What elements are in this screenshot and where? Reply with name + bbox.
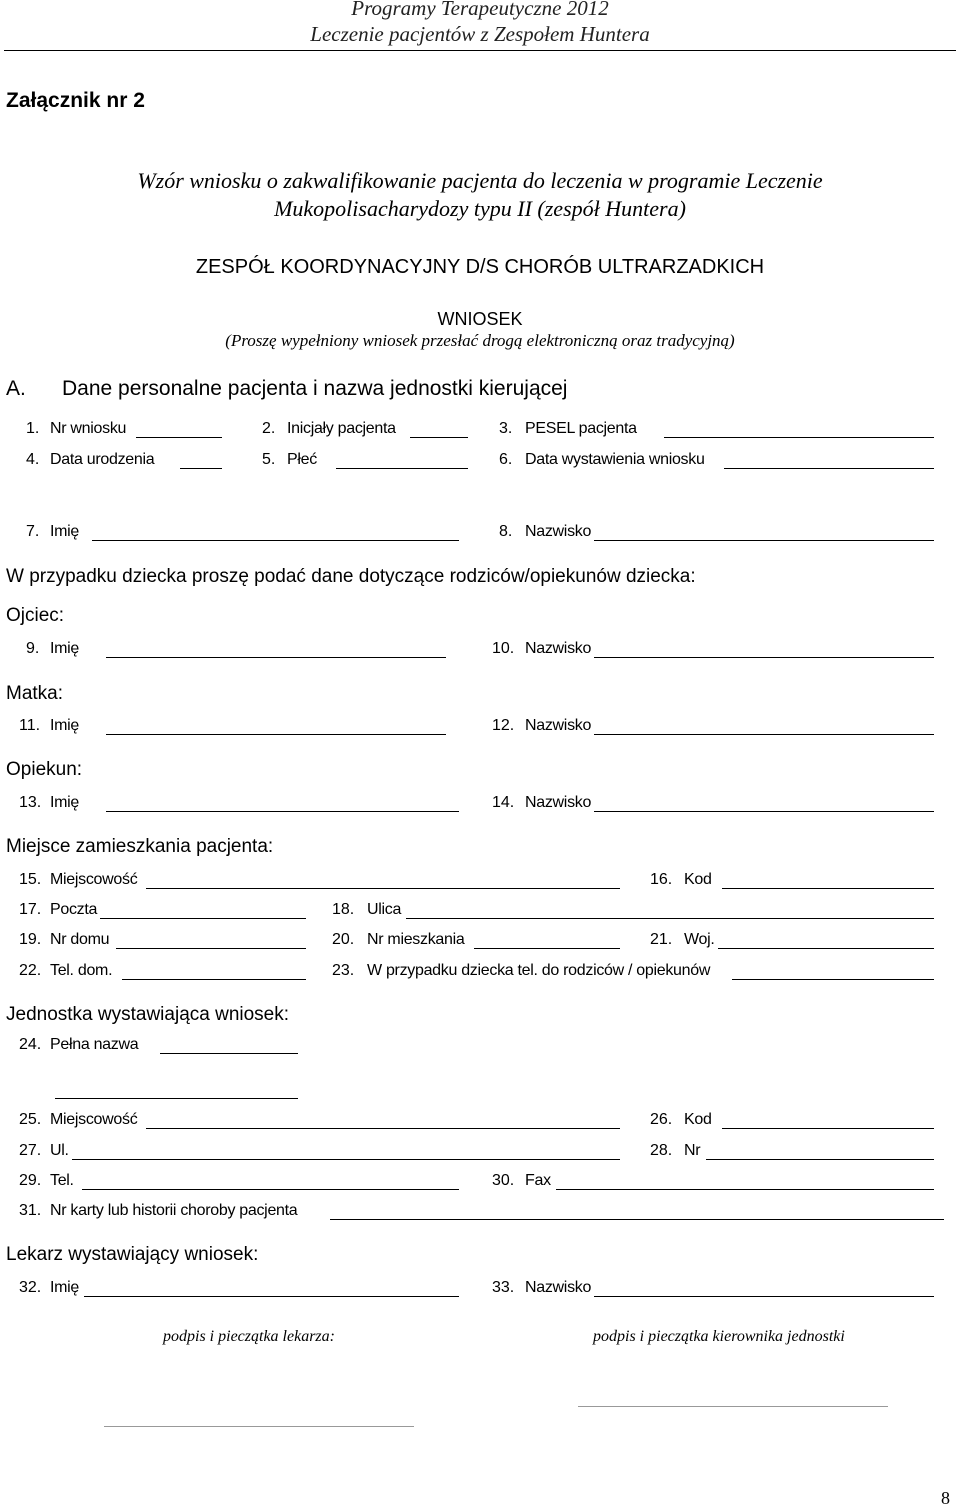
- field-number: 4.: [26, 451, 40, 468]
- form-title-line1: Wzór wniosku o zakwalifikowanie pacjenta do leczenia w programie Leczenie: [137, 168, 823, 193]
- field-number: 27.: [19, 1142, 42, 1159]
- field-number: 16.: [650, 871, 673, 888]
- field-label-unit-street: Ul.: [50, 1142, 69, 1159]
- field-label-birth-date: Data urodzenia: [50, 451, 155, 468]
- mother-first-name-field[interactable]: [106, 734, 446, 735]
- residence-heading: Miejsce zamieszkania pacjenta:: [6, 836, 274, 857]
- field-number: 13.: [19, 794, 42, 811]
- field-number: 21.: [650, 931, 673, 948]
- doctor-signature-line[interactable]: [104, 1426, 414, 1427]
- field-label-unit-city: Miejscowość: [50, 1111, 138, 1128]
- post-office-field[interactable]: [100, 918, 306, 919]
- field-label-issue-date: Data wystawienia wniosku: [525, 451, 705, 468]
- field-number: 12.: [492, 717, 515, 734]
- page-number: 8: [941, 1488, 950, 1508]
- field-label-street: Ulica: [367, 901, 402, 918]
- field-number: 2.: [262, 420, 276, 437]
- running-header-line1: Programy Terapeutyczne 2012: [351, 0, 609, 20]
- field-number: 25.: [19, 1111, 42, 1128]
- section-a-title: Dane personalne pacjenta i nazwa jednostki kierującej: [62, 377, 568, 400]
- field-label-guardian-phone: W przypadku dziecka tel. do rodziców / opiekunów: [367, 962, 711, 979]
- doctor-signature-label: podpis i pieczątka lekarza:: [163, 1328, 335, 1345]
- field-label-medical-record: Nr karty lub historii choroby pacjenta: [50, 1202, 298, 1219]
- field-label-doctor-first-name: Imię: [50, 1279, 80, 1296]
- unit-heading: Jednostka wystawiająca wniosek:: [6, 1004, 290, 1025]
- field-label-last-name: Nazwisko: [525, 523, 592, 540]
- field-number: 30.: [492, 1172, 515, 1189]
- field-number: 23.: [332, 962, 355, 979]
- doctor-heading: Lekarz wystawiający wniosek:: [6, 1244, 259, 1265]
- birth-date-field[interactable]: [180, 468, 222, 469]
- field-label-father-first-name: Imię: [50, 640, 80, 657]
- field-label-home-phone: Tel. dom.: [50, 962, 113, 979]
- unit-city-field[interactable]: [146, 1128, 620, 1129]
- field-number: 17.: [19, 901, 42, 918]
- field-number: 3.: [499, 420, 513, 437]
- field-label-request-number: Nr wniosku: [50, 420, 127, 437]
- father-heading: Ojciec:: [6, 605, 65, 626]
- field-label-father-last-name: Nazwisko: [525, 640, 592, 657]
- sex-field[interactable]: [336, 468, 468, 469]
- unit-phone-field[interactable]: [82, 1189, 459, 1190]
- field-number: 32.: [19, 1279, 42, 1296]
- doctor-first-name-field[interactable]: [84, 1296, 459, 1297]
- field-number: 11.: [19, 717, 41, 734]
- field-label-mother-last-name: Nazwisko: [525, 717, 592, 734]
- field-label-unit-number: Nr: [684, 1142, 701, 1159]
- unit-street-field[interactable]: [72, 1159, 620, 1160]
- field-number: 22.: [19, 962, 42, 979]
- field-label-first-name: Imię: [50, 523, 80, 540]
- father-first-name-field[interactable]: [106, 657, 446, 658]
- field-label-initials: Inicjały pacjenta: [287, 420, 396, 437]
- home-phone-field[interactable]: [122, 979, 306, 980]
- guardian-phone-field[interactable]: [732, 979, 934, 980]
- form-note: (Proszę wypełniony wniosek przesłać drogą elektroniczną oraz tradycyjną): [225, 331, 735, 350]
- field-number: 31.: [19, 1202, 42, 1219]
- field-number: 28.: [650, 1142, 673, 1159]
- field-number: 24.: [19, 1036, 42, 1053]
- residence-city-field[interactable]: [146, 888, 620, 889]
- last-name-field[interactable]: [594, 540, 934, 541]
- field-number: 26.: [650, 1111, 673, 1128]
- section-a-letter: A.: [6, 377, 26, 400]
- parents-note: W przypadku dziecka proszę podać dane dotyczące rodziców/opiekunów dziecka:: [6, 566, 696, 587]
- form-heading: WNIOSEK: [437, 309, 523, 329]
- field-number: 29.: [19, 1172, 42, 1189]
- field-label-sex: Płeć: [287, 451, 317, 468]
- field-number: 5.: [262, 451, 276, 468]
- field-label-residence-city: Miejscowość: [50, 871, 138, 888]
- field-number: 10.: [492, 640, 515, 657]
- street-field[interactable]: [406, 918, 934, 919]
- residence-postcode-field[interactable]: [722, 888, 934, 889]
- field-label-unit-name: Pełna nazwa: [50, 1036, 139, 1053]
- field-number: 8.: [499, 523, 513, 540]
- field-label-unit-postcode: Kod: [684, 1111, 712, 1128]
- field-number: 14.: [492, 794, 515, 811]
- field-number: 19.: [19, 931, 42, 948]
- initials-field[interactable]: [410, 437, 468, 438]
- field-label-unit-phone: Tel.: [50, 1172, 74, 1189]
- field-label-house-number: Nr domu: [50, 931, 110, 948]
- request-number-field[interactable]: [136, 437, 222, 438]
- medical-record-field[interactable]: [330, 1219, 944, 1220]
- field-label-guardian-first-name: Imię: [50, 794, 80, 811]
- mother-last-name-field[interactable]: [594, 734, 934, 735]
- guardian-heading: Opiekun:: [6, 759, 83, 780]
- header-rule: [4, 50, 956, 51]
- field-number: 1.: [26, 420, 40, 437]
- house-number-field[interactable]: [116, 948, 306, 949]
- unit-number-field[interactable]: [706, 1159, 934, 1160]
- field-label-post-office: Poczta: [50, 901, 98, 918]
- field-label-apartment-number: Nr mieszkania: [367, 931, 465, 948]
- father-last-name-field[interactable]: [594, 657, 934, 658]
- issue-date-field[interactable]: [724, 468, 934, 469]
- apartment-number-field[interactable]: [474, 948, 620, 949]
- guardian-first-name-field[interactable]: [106, 811, 459, 812]
- field-number: 6.: [499, 451, 513, 468]
- form-title-line2: Mukopolisacharydozy typu II (zespół Huntera): [274, 196, 686, 221]
- voivodeship-field[interactable]: [718, 948, 934, 949]
- first-name-field[interactable]: [92, 540, 459, 541]
- field-label-doctor-last-name: Nazwisko: [525, 1279, 592, 1296]
- field-label-guardian-last-name: Nazwisko: [525, 794, 592, 811]
- doctor-last-name-field[interactable]: [594, 1296, 934, 1297]
- unit-fax-field[interactable]: [556, 1189, 934, 1190]
- field-number: 20.: [332, 931, 355, 948]
- field-number: 15.: [19, 871, 42, 888]
- guardian-last-name-field[interactable]: [594, 811, 934, 812]
- running-header-line2: Leczenie pacjentów z Zespołem Huntera: [310, 22, 650, 46]
- mother-heading: Matka:: [6, 683, 64, 704]
- field-label-voivodeship: Woj.: [684, 931, 715, 948]
- pesel-field[interactable]: [664, 437, 934, 438]
- field-number: 33.: [492, 1279, 515, 1296]
- committee-name: ZESPÓŁ KOORDYNACYJNY D/S CHORÓB ULTRARZADKICH: [195, 256, 765, 278]
- head-signature-label: podpis i pieczątka kierownika jednostki: [593, 1328, 845, 1345]
- field-number: 7.: [26, 523, 40, 540]
- annex-label: Załącznik nr 2: [6, 89, 145, 112]
- head-signature-line[interactable]: [578, 1406, 888, 1407]
- field-label-unit-fax: Fax: [525, 1172, 551, 1189]
- field-label-residence-postcode: Kod: [684, 871, 712, 888]
- unit-name-field-line2[interactable]: [55, 1098, 298, 1099]
- field-number: 18.: [332, 901, 355, 918]
- field-label-mother-first-name: Imię: [50, 717, 80, 734]
- field-label-pesel: PESEL pacjenta: [525, 420, 637, 437]
- unit-name-field[interactable]: [160, 1053, 298, 1054]
- field-number: 9.: [26, 640, 40, 657]
- unit-postcode-field[interactable]: [722, 1128, 934, 1129]
